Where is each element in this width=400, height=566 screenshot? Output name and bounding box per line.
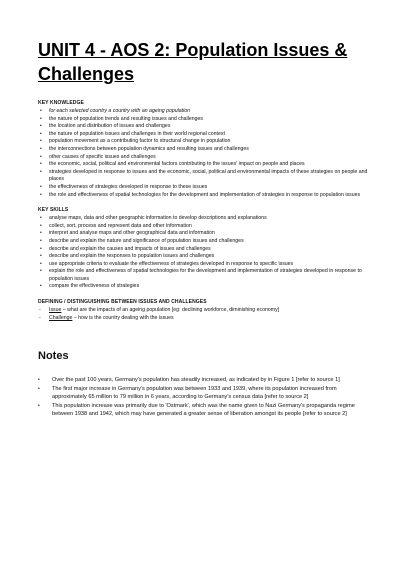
title-line-1: UNIT 4 - AOS 2: Population Issues & bbox=[38, 40, 348, 60]
list-item: • describe and explain the responses to population issues and challenges bbox=[38, 253, 370, 261]
key-knowledge-heading: KEY KNOWLEDGE bbox=[38, 100, 84, 106]
key-knowledge-section bbox=[38, 100, 370, 199]
page-title bbox=[38, 38, 370, 86]
title-line-2: Challenges bbox=[38, 64, 135, 84]
definition-term: Issue bbox=[49, 307, 62, 314]
list-item: • use appropriate criteria to evaluate the effectiveness of strategies developed in response to specific issues bbox=[38, 261, 370, 269]
notes-heading: Notes bbox=[38, 350, 69, 363]
list-item: • compare the effectiveness of strategies bbox=[38, 283, 370, 291]
key-knowledge-list bbox=[38, 108, 370, 199]
list-item: • the nature of population issues and challenges in their world regional context bbox=[38, 131, 370, 139]
note-item: • Over the past 100 years, Germany's population has steadily increased, as indicated by in Figure 1 [refer to source 1] bbox=[38, 376, 370, 384]
key-skills-section bbox=[38, 207, 370, 291]
list-item: • the location and distribution of issues and challenges bbox=[38, 123, 370, 131]
note-item: • The first major increase in Germany's population was between 1933 and 1939, where its population increased from approximately 65 million to 79 million in 6 years, according to Germany's census data [refer to source 2] bbox=[38, 385, 370, 401]
list-item: • describe and explain the causes and impacts of issues and challenges bbox=[38, 246, 370, 254]
list-item: • the role and effectiveness of spatial technologies for the development and implementation of strategies in response to population issues bbox=[38, 192, 370, 200]
list-item: • the effectiveness of strategies developed in response to these issues bbox=[38, 184, 370, 192]
list-item: • interpret and analyse maps and other geographical data and information bbox=[38, 230, 370, 238]
definition-text: – how is the country dealing with the issues bbox=[72, 314, 174, 321]
definition-term: Challenge bbox=[49, 314, 73, 321]
list-item: • strategies developed in response to issues and the economic, social, political and environmental impacts of these strategies on people and places bbox=[38, 169, 370, 184]
definition-item bbox=[38, 315, 370, 323]
list-item: • other causes of specific issues and challenges bbox=[38, 154, 370, 162]
definition-item bbox=[38, 307, 370, 315]
list-item: • describe and explain the nature and significance of population issues and challenges bbox=[38, 238, 370, 246]
list-item: • the interconnections between population dynamics and resulting issues and challenges bbox=[38, 146, 370, 154]
list-item: • for each selected country a country with an ageing population bbox=[38, 108, 370, 116]
defining-list bbox=[38, 307, 370, 322]
list-item: • analyse maps, data and other geographic information to develop descriptions and explanations bbox=[38, 215, 370, 223]
notes-list bbox=[38, 376, 370, 418]
list-item: • the nature of population trends and resulting issues and challenges bbox=[38, 116, 370, 124]
defining-heading: DEFINING / DISTINGUISHING BETWEEN ISSUES AND CHALLENGES bbox=[38, 299, 207, 306]
list-item: • population movement as a contributing factor to structural change in population bbox=[38, 138, 370, 146]
list-item: • explain the role and effectiveness of spatial technologies for the development and implementation of strategies developed in response to population issues bbox=[38, 268, 370, 283]
list-item: • collect, sort, process and represent data and other information bbox=[38, 223, 370, 231]
note-item: • This population increase was primarily due to 'Ostmark', which was the name given to Nazi Germany's propaganda regime between 1938 and 1942, which may have generated a greater sense of liberation amongst its people [refer to source 2] bbox=[38, 402, 370, 418]
defining-section bbox=[38, 299, 370, 322]
definition-text: – what are the impacts of an ageing population [eg: declining workforce, diminishing economy] bbox=[61, 307, 280, 314]
key-skills-heading: KEY SKILLS bbox=[38, 207, 69, 214]
key-skills-list bbox=[38, 215, 370, 291]
list-item: • the economic, social, political and environmental factors contributing to the issues' impact on people and places bbox=[38, 161, 370, 169]
